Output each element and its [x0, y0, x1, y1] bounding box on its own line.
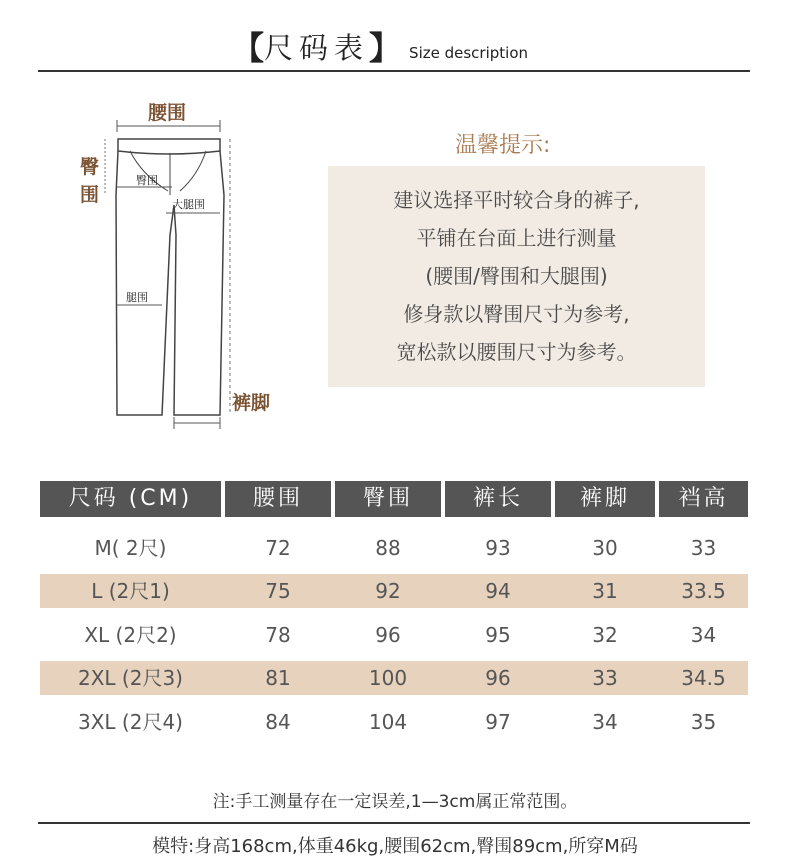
table-header	[40, 481, 748, 517]
waist-label: 腰围	[148, 102, 187, 124]
cell-hip: 96	[375, 623, 401, 647]
cell-waist: 84	[265, 710, 291, 734]
header-hem: 裤脚	[555, 481, 655, 517]
tips-title: 温馨提示:	[455, 133, 551, 158]
cell-size: 2XL (2尺3)	[78, 666, 183, 690]
tips-box	[328, 166, 705, 387]
hip-inner-label: 臀围	[136, 174, 158, 187]
tips-line: 修身款以臀围尺寸为参考,	[403, 302, 630, 326]
cell-length: 93	[485, 536, 511, 560]
thigh-label: 大腿围	[172, 198, 205, 211]
tips-line: (腰围/臀围和大腿围)	[425, 264, 608, 288]
cell-size: XL (2尺2)	[84, 623, 177, 647]
table-row	[40, 531, 748, 565]
header-waist: 腰围	[225, 481, 331, 517]
header-size: 尺码 (CM)	[40, 481, 221, 517]
tips-line: 建议选择平时较合身的裤子,	[393, 188, 640, 212]
cell-hip: 104	[368, 710, 408, 734]
cell-size: M( 2尺)	[94, 536, 167, 560]
model-info: 模特:身高168cm,体重46kg,腰围62cm,臀围89cm,所穿M码	[152, 836, 638, 857]
cell-rise: 33	[690, 536, 717, 560]
header-hip: 臀围	[335, 481, 441, 517]
footer-divider	[38, 822, 750, 824]
cell-hem: 32	[592, 623, 618, 647]
knee-label: 腿围	[126, 291, 148, 304]
cell-hip: 92	[375, 579, 401, 603]
cell-hem: 30	[592, 536, 618, 560]
cell-length: 97	[485, 710, 511, 734]
header-rise: 裆高	[659, 481, 748, 517]
cell-length: 94	[485, 579, 511, 603]
measurement-note: 注:手工测量存在一定误差,1—3cm属正常范围。	[212, 792, 578, 812]
pants-diagram	[70, 95, 300, 445]
cell-waist: 75	[265, 579, 291, 603]
cell-waist: 81	[265, 666, 291, 690]
cell-rise: 34	[690, 623, 717, 647]
table-row	[40, 574, 748, 608]
hip-label: 臀围	[80, 156, 100, 206]
page-title	[232, 24, 528, 68]
cell-rise: 33.5	[681, 579, 726, 603]
table-row	[40, 705, 748, 739]
cell-size: L (2尺1)	[91, 579, 170, 603]
cell-length: 95	[485, 623, 511, 647]
cell-waist: 78	[265, 623, 291, 647]
cell-hip: 88	[375, 536, 401, 560]
title-bracket-right: 】	[369, 29, 402, 67]
title-english: Size description	[409, 44, 529, 62]
title-chinese: 尺码表	[264, 31, 370, 65]
cell-waist: 72	[265, 536, 291, 560]
table-row	[40, 618, 748, 652]
cell-hip: 100	[368, 666, 408, 690]
cell-hem: 34	[592, 710, 618, 734]
cell-size: 3XL (2尺4)	[78, 710, 183, 734]
cell-rise: 34.5	[681, 666, 726, 690]
cell-hem: 33	[592, 666, 618, 690]
tips-line: 平铺在台面上进行测量	[416, 226, 617, 250]
cell-length: 96	[485, 666, 511, 690]
tips-line: 宽松款以腰围尺寸为参考。	[396, 340, 637, 364]
hem-label: 裤脚	[232, 392, 271, 414]
header-divider	[38, 70, 750, 72]
title-bracket-left: 【	[232, 29, 265, 67]
table-row	[40, 661, 748, 695]
header-length: 裤长	[445, 481, 551, 517]
cell-rise: 35	[690, 710, 717, 734]
cell-hem: 31	[592, 579, 618, 603]
